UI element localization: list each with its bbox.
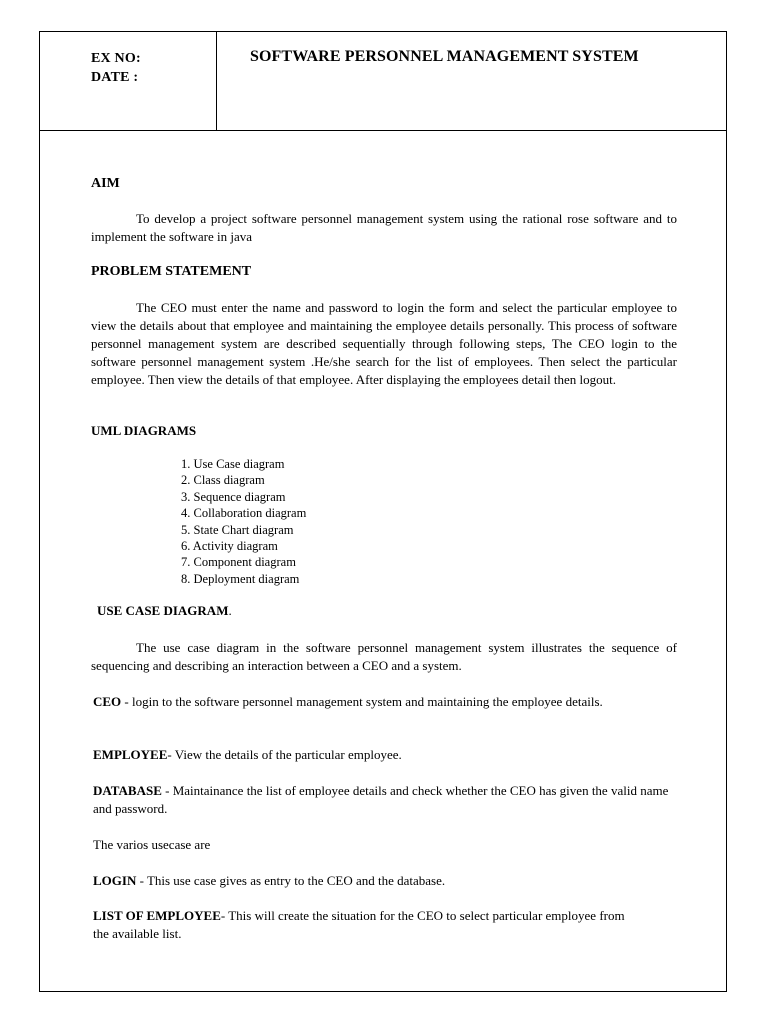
list-item: 1. Use Case diagram xyxy=(181,457,285,471)
use-case-intro-paragraph xyxy=(91,639,677,675)
login-text: - This use case gives as entry to the CEO and the database. xyxy=(136,873,446,888)
ex-no-label: EX NO: xyxy=(91,51,141,66)
usecase-intro-line: The varios usecase are xyxy=(93,837,211,852)
problem-statement-text: The CEO must enter the name and password to login the form and select the particular employee to view the details about that employee and maintaining the employee details personally. This process of software personnel management system are described sequentially through following steps, The CEO login to the software personnel management system .He/she search for the list of employees. Then select the particular employee. Then view the details of that employee. After displaying the employees detail then logout. xyxy=(91,300,677,387)
login-term: LOGIN xyxy=(93,873,137,888)
aim-text: To develop a project software personnel management system using the rational rose software and to implement the software in java xyxy=(91,211,677,244)
list-of-employee-text: - This will create the situation for the CEO to select particular employee from the available list. xyxy=(93,908,625,941)
list-item: 5. State Chart diagram xyxy=(181,522,294,537)
list-item: 7. Component diagram xyxy=(181,555,296,570)
ceo-term: CEO xyxy=(93,694,122,709)
use-case-intro-text: The use case diagram in the software personnel management system illustrates the sequence of sequencing and describing an interaction between a CEO and a system. xyxy=(91,640,677,673)
list-item: 3. Sequence diagram xyxy=(181,489,286,504)
login-description xyxy=(93,872,677,890)
problem-statement-heading: PROBLEM STATEMENT xyxy=(91,264,252,279)
use-case-heading-suffix: . xyxy=(228,603,232,618)
list-item: 8. Deployment diagram xyxy=(181,571,300,586)
problem-statement-paragraph xyxy=(91,299,677,389)
list-item: 4. Collaboration diagram xyxy=(181,506,307,521)
database-term: DATABASE xyxy=(93,783,162,798)
aim-paragraph xyxy=(91,210,677,246)
ceo-description xyxy=(93,693,677,711)
database-description xyxy=(93,782,673,818)
document-title: SOFTWARE PERSONNEL MANAGEMENT SYSTEM xyxy=(250,48,639,65)
list-item: 2. Class diagram xyxy=(181,473,265,488)
date-label: DATE : xyxy=(91,70,139,85)
aim-heading: AIM xyxy=(91,176,120,191)
uml-diagrams-heading: UML DIAGRAMS xyxy=(91,423,197,438)
employee-text: - View the details of the particular employee. xyxy=(167,747,402,762)
ceo-text: - login to the software personnel management system and maintaining the employee details. xyxy=(121,694,603,709)
use-case-heading-text: USE CASE DIAGRAM xyxy=(97,603,229,618)
uml-diagram-list xyxy=(181,456,306,587)
employee-term: EMPLOYEE xyxy=(93,747,168,762)
list-item: 6. Activity diagram xyxy=(181,539,278,554)
use-case-heading xyxy=(97,603,232,619)
header-meta-cell xyxy=(40,32,217,130)
header-table xyxy=(40,32,726,131)
database-text: - Maintainance the list of employee details and check whether the CEO has given the valid name and password. xyxy=(93,783,669,816)
employee-description xyxy=(93,746,677,764)
list-of-employee-term: LIST OF EMPLOYEE xyxy=(93,908,221,923)
list-of-employee-description xyxy=(93,907,633,943)
